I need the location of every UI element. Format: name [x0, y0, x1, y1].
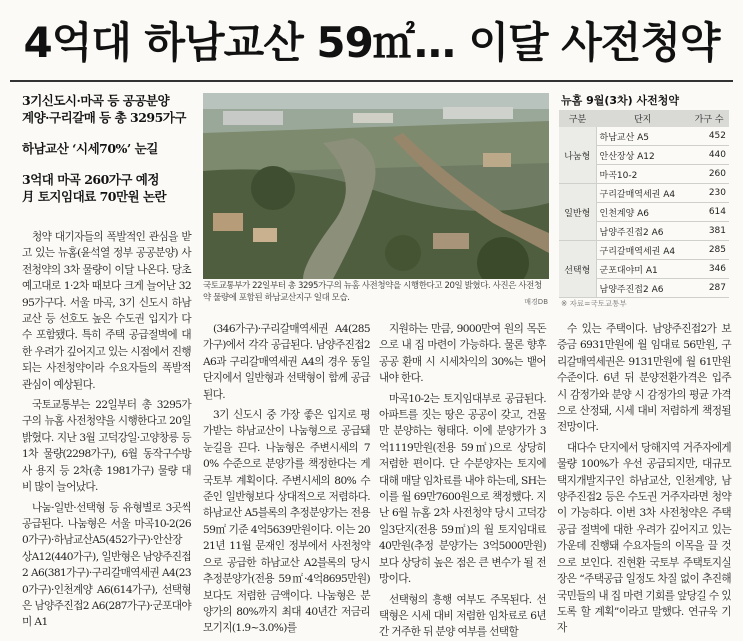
- table-title: 뉴홈 9월(3차) 사전청약: [561, 94, 680, 107]
- complex-name: 구리갈매역세권 A4: [596, 184, 689, 203]
- paragraph: 청약 대기자들의 폭발적인 관심을 받고 있는 뉴홈(윤석열 정부 공공분양) 사전청약의 3차 물량이 이달 나온다. 당초 예고대로 1·2차 때보다 크게 늘어난 3295가구다. 서울 마곡, 3기 신도시 하남교산 등 선호도 높은 수도권 입지가 다수 포함됐다. 특히 주택 공급절벽에 대한 우려가 깊어지고 있는 시점에서 진행되는 사전청약이라 수요자들의 폭발적 관심이 예상된다.: [22, 231, 191, 391]
- complex-name: 구리갈매역세권 A4: [596, 241, 689, 260]
- supply-table: [559, 110, 729, 298]
- table-header-row: [559, 110, 729, 127]
- subhead-line: 계양·구리갈매 등 총 3295가구: [22, 110, 186, 125]
- complex-name: 남양주진접2 A6: [596, 279, 689, 298]
- subhead-line: 하남교산 ‘시세70%’ 눈길: [22, 141, 158, 156]
- table-row: [559, 184, 729, 203]
- group-label: 일반형: [559, 184, 596, 241]
- group-label: 나눔형: [559, 127, 596, 184]
- headline-rule: [10, 80, 733, 82]
- unit-count: 452: [689, 127, 729, 146]
- paragraph: 지원하는 만큼, 9000만여 원의 목돈으로 내 집 마련이 가능하다. 물론 향후 공공 환매 시 시세차익의 30%는 뱉어내야 한다.: [379, 323, 546, 385]
- complex-name: 군포대야미 A1: [596, 260, 689, 279]
- unit-count: 230: [689, 184, 729, 203]
- unit-count: 285: [689, 241, 729, 260]
- article-column-2: [203, 321, 370, 637]
- table-row: [559, 127, 729, 146]
- group-label: 선택형: [559, 241, 596, 298]
- complex-name: 하남교산 A5: [596, 127, 689, 146]
- paragraph: 선택형의 흥행 여부도 주목된다. 선택형은 시세 대비 저렴한 임차료로 6년간 거주한 뒤 분양 여부를 선택할: [379, 593, 546, 639]
- photo-credit: 매경DB: [524, 298, 548, 306]
- subheads: [22, 92, 197, 219]
- paragraph: 수 있는 주택이다. 남양주진접2가 보증금 6931만원에 월 임대료 56만원, 구리갈매역세권은 9131만원에 월 61만원 수준이다. 6년 뒤 분양전환가격은 입주 시 감정가와 분양 시 감정가의 평균 가격으로 산정돼, 시세 대비 저렴하게 책정될 전망이다.: [557, 323, 731, 434]
- paragraph: 나눔·일반·선택형 등 유형별로 3곳씩 공급된다. 나눔형은 서울 마곡10-2(260가구)·하남교산A5(452가구)·안산장상A12(440가구), 일반형은 남양주진접2 A6(381가구)·구리갈매역세권 A4(230가구)·인천계양 A6(614가구), 선택형은 남양주진접2 A6(287가구)·군포대야미 A1: [22, 501, 191, 629]
- unit-count: 346: [689, 260, 729, 279]
- unit-count: 381: [689, 222, 729, 241]
- complex-name: 마곡10-2: [596, 165, 689, 184]
- complex-name: 남양주진접2 A6: [596, 222, 689, 241]
- subhead-line: 3기신도시·마곡 등 공공분양: [22, 93, 170, 108]
- aerial-photo: [203, 93, 549, 279]
- article-column-1: [22, 229, 191, 631]
- unit-count: 614: [689, 203, 729, 222]
- article-column-3: [379, 321, 546, 641]
- photo-caption: 국토교통부가 22일부터 총 3295가구의 뉴홈 사전청약을 시행한다고 20일 밝혔다. 사진은 사전청약 물량에 포함된 하남교산지구 일대 모습.: [203, 281, 542, 303]
- complex-name: 인천계양 A6: [596, 203, 689, 222]
- article-column-4: [557, 321, 731, 637]
- headline: 4억대 하남교산 59㎡… 이달 사전청약: [23, 18, 720, 67]
- subhead-1: [22, 92, 197, 126]
- unit-count: 260: [689, 165, 729, 184]
- table-source: ※ 자료=국토교통부: [561, 299, 627, 308]
- subhead-line: 3억대 마곡 260가구 예정: [22, 172, 159, 187]
- unit-count: 287: [689, 279, 729, 298]
- paragraph: 마곡10-2는 토지임대부로 공급된다. 아파트를 짓는 땅은 공공이 갖고, 건물만 분양하는 형태다. 이에 분양가가 3억1119만원(전용 59㎡)으로 상당히 저렴한 편이다. 단 수분양자는 토지에 대해 매달 임차료를 내야 하는데, SH는 이를 월 69만7600원으로 책정했다. 지난 6월 뉴홈 2차 사전청약 당시 고덕강일3단지(전용 59㎡)의 월 토지임대료 40만원(추정 분양가는 3억5000만원)보다 상당히 높은 점은 큰 변수가 될 전망이다.: [379, 392, 546, 586]
- paragraph: 대다수 단지에서 당해지역 거주자에게 물량 100%가 우선 공급되지만, 대규모 택지개발지구인 하남교산, 인천계양, 남양주진접2 등은 수도권 거주자라면 청약이 가능하다. 이번 3차 사전청약은 주택공급 절벽에 대한 우려가 깊어지고 있는 가운데 진행돼 수요자들의 이목을 끌 것으로 보인다. 진현환 국토부 주택토지실장은 “주택공급 일정도 차질 없이 추진해 국민들의 내 집 마련 기회를 앞당길 수 있도록 할 계획”이라고 말했다. 연규욱 기자: [557, 441, 731, 635]
- paragraph: 국토교통부는 22일부터 총 3295가구의 뉴홈 사전청약을 시행한다고 20일 밝혔다. 지난 3월 고덕강일·고양창릉 등 1차 물량(2298가구), 6월 동작구수방사 용지 등 2차(총 1981가구) 물량 대비 많이 늘어났다.: [22, 399, 191, 494]
- subhead-2: [22, 140, 197, 157]
- paragraph: 3기 신도시 중 가장 좋은 입지로 평가받는 하남교산이 나눔형으로 공급돼 눈길을 끈다. 나눔형은 주변시세의 70% 수준으로 분양가를 책정한다는 게 국토부 계획이다. 주변시세의 80% 수준인 일반형보다 상대적으로 저렴하다. 하남교산 A5블록의 추정분양가는 전용 59㎡ 기준 4억5639만원이다. 이는 2021년 11월 문재인 정부에서 사전청약으로 공급한 하남교산 A2블록의 당시 추정분양가(전용 59㎡·4억8695만원)보다도 저렴한 금액이다. 나눔형은 분양가의 80%까지 최대 40년간 저금리 모기지(1.9~3.0%)를: [203, 409, 370, 635]
- paragraph: (346가구)·구리갈매역세권 A4(285가구)에서 각각 공급된다. 남양주진접2 A6과 구리갈매역세권 A4의 경우 동일 단지에서 일반형과 선택형이 함께 공급된다.: [203, 323, 370, 401]
- subhead-3: [22, 171, 197, 205]
- table-header: 단지: [596, 110, 689, 127]
- table-row: [559, 241, 729, 260]
- unit-count: 440: [689, 146, 729, 165]
- complex-name: 안산장상 A12: [596, 146, 689, 165]
- subhead-line: 月 토지임대료 70만원 논란: [22, 189, 167, 204]
- table-header: 가구 수: [689, 110, 729, 127]
- table-header: 구분: [559, 110, 596, 127]
